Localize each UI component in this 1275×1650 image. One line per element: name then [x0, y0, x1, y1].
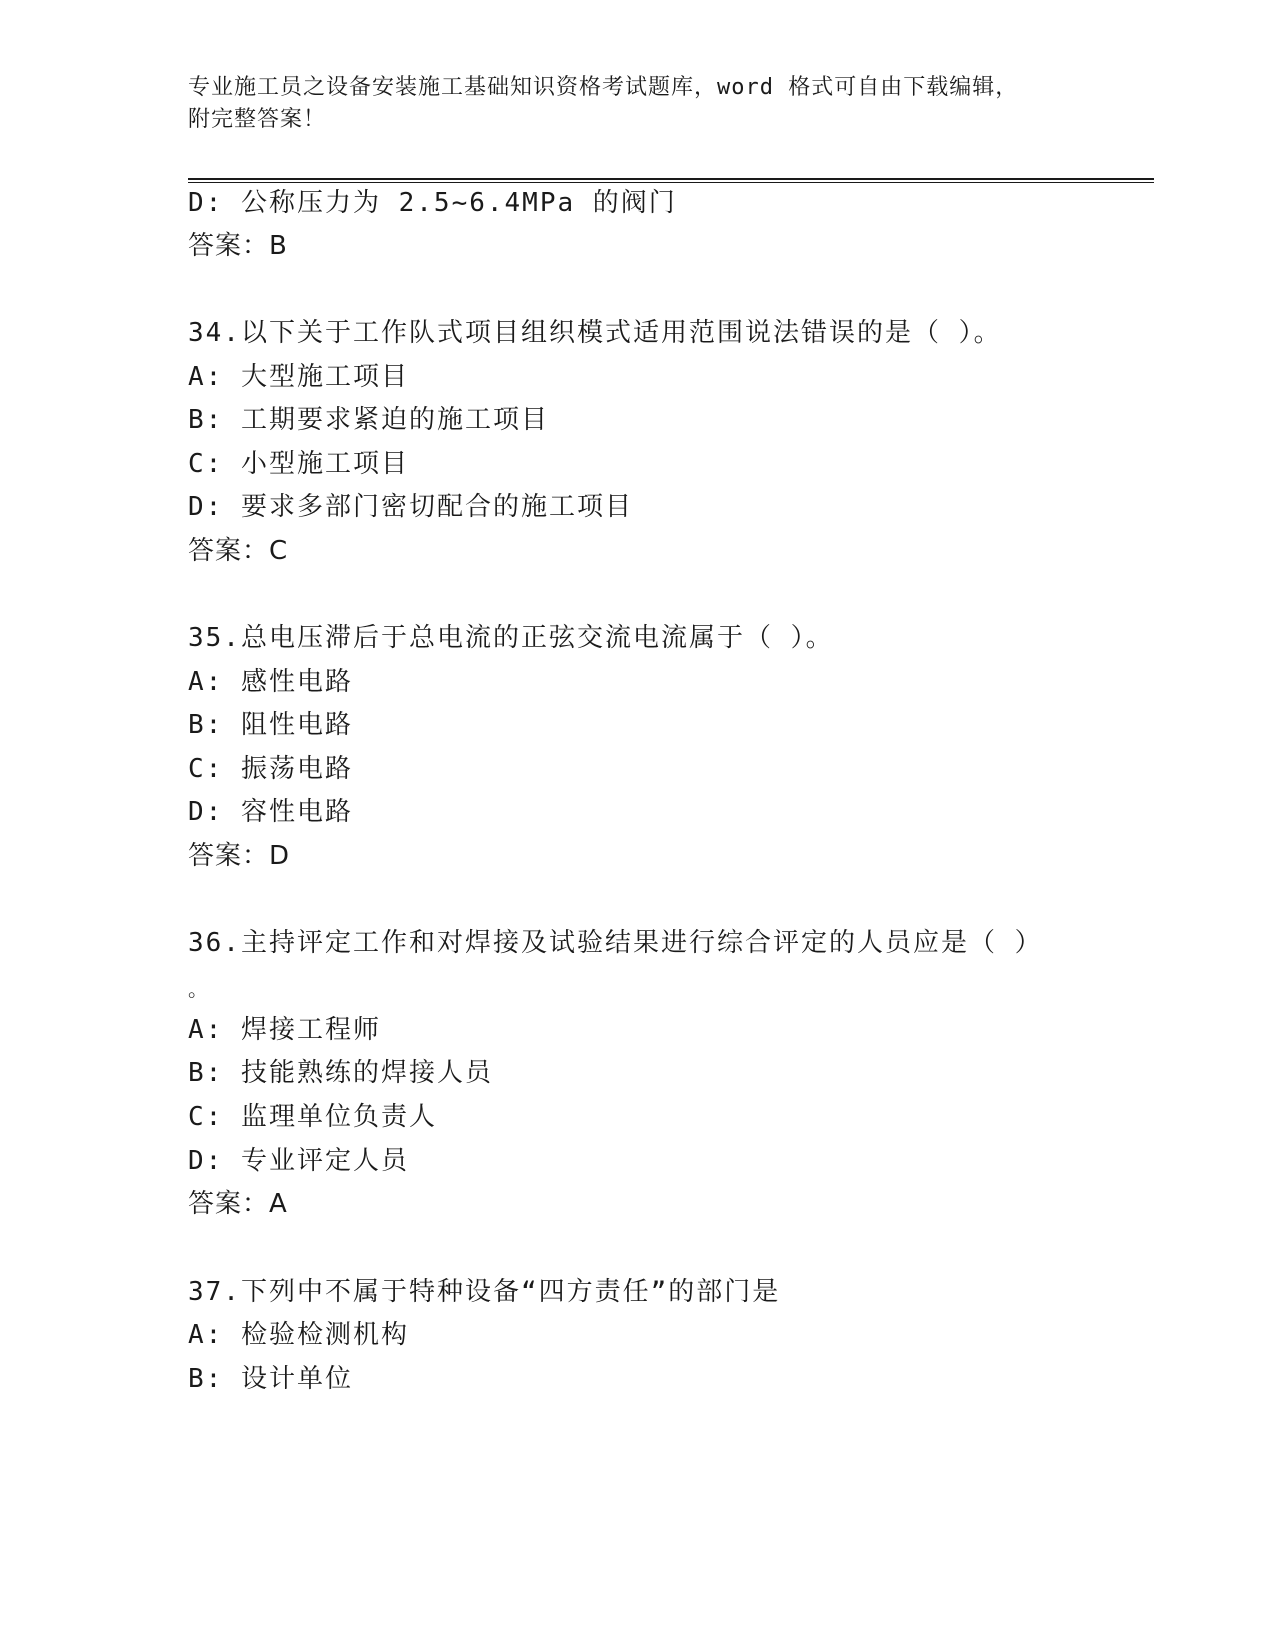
q36-option-c: C: 监理单位负责人	[188, 1102, 437, 1132]
q35-stem: 35.总电压滞后于总电流的正弦交流电流属于（ ）。	[188, 623, 834, 653]
document-header	[188, 72, 1068, 136]
q34-answer: 答案：C	[188, 536, 289, 566]
q36-stem-continuation: 。	[188, 977, 210, 1001]
q37-stem: 37.下列中不属于特种设备“四方责任”的部门是	[188, 1277, 781, 1307]
header-divider	[188, 178, 1154, 183]
q35-answer: 答案：D	[188, 841, 291, 871]
header-line-2: 附完整答案！	[188, 107, 327, 132]
q34-stem: 34.以下关于工作队式项目组织模式适用范围说法错误的是（ ）。	[188, 318, 1002, 348]
q36-option-b: B: 技能熟练的焊接人员	[188, 1058, 493, 1088]
q35-option-a: A: 感性电路	[188, 667, 353, 697]
q37-option-b: B: 设计单位	[188, 1364, 353, 1394]
q37-option-a: A: 检验检测机构	[188, 1320, 409, 1350]
q36-option-a: A: 焊接工程师	[188, 1015, 381, 1045]
q33-answer: 答案：B	[188, 231, 288, 261]
q36-stem: 36.主持评定工作和对焊接及试验结果进行综合评定的人员应是（ ）	[188, 928, 1043, 958]
q34-option-c: C: 小型施工项目	[188, 449, 409, 479]
q34-option-a: A: 大型施工项目	[188, 362, 409, 392]
q34-option-b: B: 工期要求紧迫的施工项目	[188, 405, 549, 435]
q34-option-d: D: 要求多部门密切配合的施工项目	[188, 492, 633, 522]
q36-option-d: D: 专业评定人员	[188, 1146, 409, 1176]
q36-answer: 答案：A	[188, 1189, 288, 1219]
q33-option-d: D: 公称压力为 2.5~6.4MPa 的阀门	[188, 188, 677, 218]
q35-option-d: D: 容性电路	[188, 797, 353, 827]
q35-option-b: B: 阻性电路	[188, 710, 353, 740]
q35-option-c: C: 振荡电路	[188, 754, 353, 784]
header-line-1: 专业施工员之设备安装施工基础知识资格考试题库，word 格式可自由下载编辑，	[188, 75, 1019, 100]
